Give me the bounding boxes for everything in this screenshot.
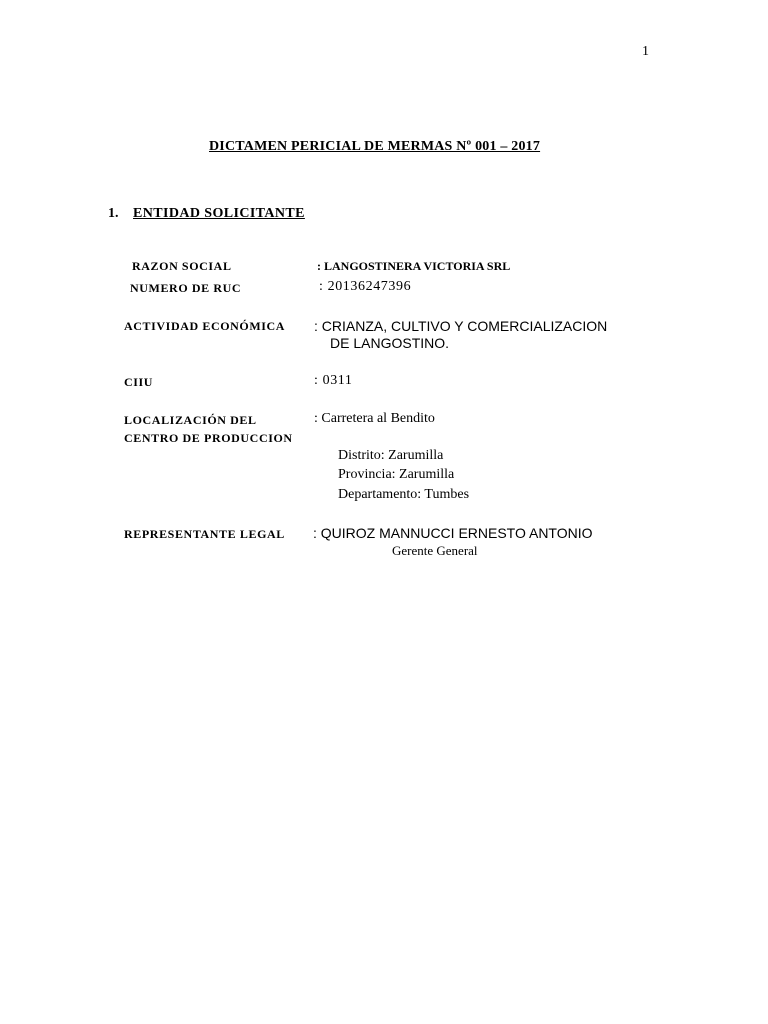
actividad-label: ACTIVIDAD ECONÓMICA	[124, 319, 286, 333]
page-number: 1	[642, 44, 649, 59]
localizacion-label-continued: CENTRO DE PRODUCCION	[124, 431, 293, 445]
representante-cargo: Gerente General	[392, 543, 478, 558]
departamento-value: Departamento: Tumbes	[338, 487, 470, 502]
section-heading: ENTIDAD SOLICITANTE	[133, 206, 305, 221]
document-title: DICTAMEN PERICIAL DE MERMAS Nº 001 – 2017	[209, 139, 541, 154]
ruc-label: NUMERO DE RUC	[130, 281, 242, 295]
razon-social-label: RAZON SOCIAL	[132, 259, 232, 273]
ciiu-value: : 0311	[314, 373, 353, 388]
representante-value: : QUIROZ MANNUCCI ERNESTO ANTONIO	[313, 525, 593, 541]
ciiu-label: CIIU	[124, 375, 154, 389]
localizacion-value: : Carretera al Bendito	[314, 411, 435, 426]
provincia-value: Provincia: Zarumilla	[338, 467, 455, 482]
distrito-value: Distrito: Zarumilla	[338, 448, 444, 463]
razon-social-value: : LANGOSTINERA VICTORIA SRL	[317, 259, 511, 273]
localizacion-label: LOCALIZACIÓN DEL	[124, 413, 257, 427]
actividad-value-continued: DE LANGOSTINO.	[330, 335, 450, 351]
section-number: 1.	[108, 206, 119, 221]
representante-label: REPRESENTANTE LEGAL	[124, 527, 285, 541]
actividad-value: : CRIANZA, CULTIVO Y COMERCIALIZACION	[314, 318, 608, 334]
ruc-value: : 20136247396	[319, 279, 412, 294]
